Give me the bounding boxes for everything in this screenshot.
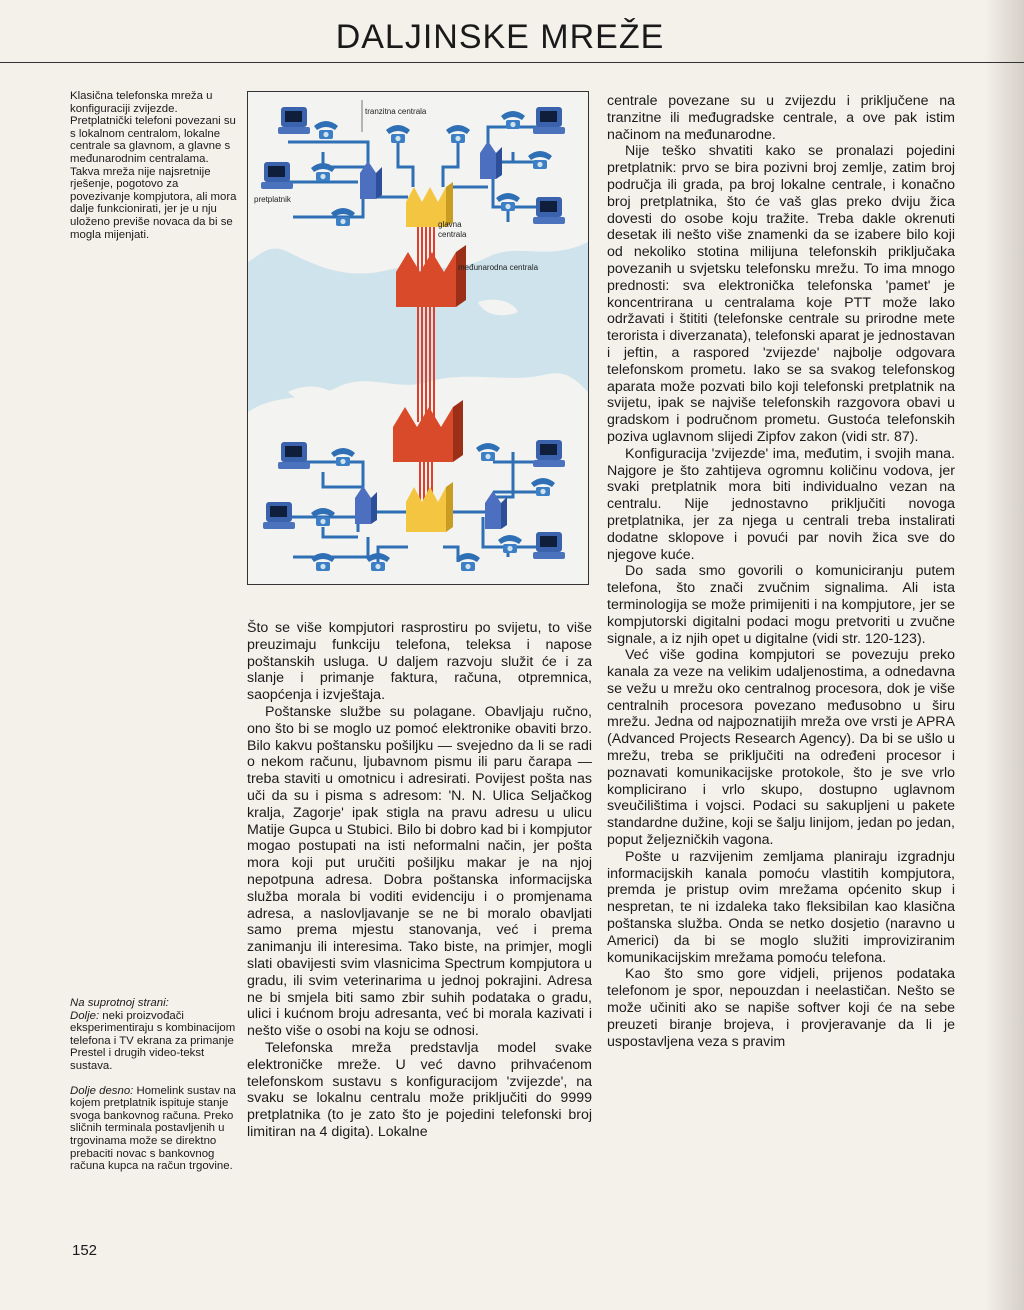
middle-column	[247, 620, 592, 1141]
caption-bottom-text: neki proizvođači eksperimentiraju s kombinacijom telefona i TV ekrana za primanje Prestel i drugih video-tekst sustava.	[70, 1009, 236, 1072]
paragraph: Poštanske službe su polagane. Obavljaju ručno, ono što bi se moglo uz pomoć elektronike obaviti brzo. Bilo kakvu poštansku pošiljku — svejedno da li se radi o nekom računu, ljubavnom pismu ili paru čarapa — treba staviti u omotnicu i adresirati. Povijest pošta nas uči da su i pisma s adresom: 'N. N. Ulica Seljačkog kralja, Zagorje' ipak stigla na pravu adresu u ulicu Matije Gupca u Stubici. Bilo bi dobro kad bi i kompjutor mogao postupati na isti neformalni način, jer pošta mora koji put uručiti pošiljku makar je na njoj nepotpuna adresa. Dobra poštanska informacijska služba morala bi voditi evidenciju i o promjenama adresa, a naslovljavanje se ne bi moralo obavljati samo prema mjestu stanovanja, već i prema zanimanju ili interesima. Tako biste, na primjer, mogli slati obavijesti svim vlasnicima Spectrum kompjutora u gradu, ili svim veterinarima u jednoj pokrajini. Adresa ne bi smjela biti samo zbir suhih podataka o gradu, ulici i kućnom broju adresanta, već bi morala kazivati i nešto više o osobi na koju se odnosi.	[247, 703, 592, 1040]
caption-bottom	[70, 1010, 240, 1073]
caption-bottom-lead: Dolje:	[70, 1009, 100, 1022]
subscriber-computer-icon	[533, 532, 565, 559]
right-column	[607, 93, 955, 1050]
paragraph: Telefonska mreža predstavlja model svake elektroničke mreže. U već davno prihvaćenom telefonskom sustavu s konfiguracijom 'zvijezde', na svaku se lokalnu centralu može priključiti do 9999 pretplatnika (to je zato što je pojedini telefonski broj limitiran na 4 digita). Lokalne	[247, 1039, 592, 1140]
paragraph: Do sada smo govorili o komuniciranju putem telefona, što znači zvučnim signalima. Ali ista terminologija se može primijeniti i na kompjutore, jer se kompjutorski digitalni podaci mogu pretvoriti u zvučne signale, a iz njih opet u digitalne (vidi str. 120-123).	[607, 563, 955, 647]
paragraph: Već više godina kompjutori se povezuju preko kanala za veze na velikim udaljenostima, a odnedavna se vežu u mrežu oko centralnog procesora, dok je više centralnih procesora povezano međusobno u širu mrežu. Jedna od najpoznatijih mreža ove vrsti je APRA (Advanced Projects Research Agency). Da bi se ušlo u mrežu, treba se priključiti na određeni procesor i poznavati komunikacijske protokole, što je sve vrlo komplicirano i vrlo skupo, dostupno uglavnom sveučilištima i vojsci. Podaci su sakupljeni u pakete standardne dužine, koji se šalju linijom, jedan po jedan, poput željezničkih vagona.	[607, 647, 955, 849]
subscriber-computer-icon	[278, 442, 310, 469]
page-edge-shadow	[984, 0, 1024, 1310]
label-transit: tranzitna centrala	[365, 107, 427, 116]
subscriber-computer-icon	[533, 440, 565, 467]
subscriber-computer-icon	[533, 107, 565, 134]
network-diagram	[248, 92, 588, 584]
caption-bottom-right-text: Homelink sustav na kojem pretplatnik ispituje stanje svoga bankovnog računa. Preko sličnih terminala postavljenih u trgovinama može se direktno prebaciti novac s bankovnog računa kupca na račun trgovine.	[70, 1084, 236, 1173]
subscriber-computer-icon	[263, 502, 295, 529]
page-number: 152	[72, 1242, 98, 1259]
page-title: DALJINSKE MREŽE	[335, 18, 665, 56]
figure-caption	[70, 90, 240, 241]
opposite-page-captions	[70, 997, 240, 1173]
label-international: međunarodna centrala	[458, 263, 539, 272]
title-rule	[0, 62, 1024, 63]
caption-bottom-right	[70, 1085, 240, 1173]
subscriber-computer-icon	[278, 107, 310, 134]
paragraph: centrale povezane su u zvijezdu i priključene na tranzitne ili međugradske centrale, a ove pak istim načinom na međunarodne.	[607, 93, 955, 143]
caption-bottom-right-lead: Dolje desno:	[70, 1084, 134, 1097]
paragraph: Konfiguracija 'zvijezde' ima, međutim, i svojih mana. Najgore je što zahtijeva ogromnu količinu vodova, jer svaki pretplatnik mora biti individualno vezan na centralu. Nije jednostavno priključiti novoga pretplatnika, jer za njega u centrali treba instalirati dodatne sklopove i povući par novih žica sve do njegove kuće.	[607, 445, 955, 563]
label-subscriber: pretplatnik	[254, 195, 291, 204]
label-main: glavna	[438, 220, 462, 229]
subscriber-computer-icon	[261, 162, 293, 189]
caption-heading: Na suprotnoj strani:	[70, 997, 169, 1009]
paragraph: Pošte u razvijenim zemljama planiraju izgradnju informacijskih kanala pomoću vlastitih kompjutora, premda je pristup ovim mrežama općenito skup i nespretan, te ni izdaleka tako fleksibilan kao klasična poštanska služba. Onda se netko dosjetio (naravno u Americi) da bi se moglo služiti improviziranim komunikacijskim mrežama pomoću telefona.	[607, 848, 955, 966]
telephone-network-illustration	[247, 91, 589, 585]
paragraph: Nije teško shvatiti kako se pronalazi pojedini pretplatnik: prvo se bira pozivni broj zemlje, zatim broj područja ili grada, pa broj lokalne centrale, i konačno broj pretplatnika, što će vaš glas preko dviju žica dovesti do osobe koju tražite. Treba dakle okrenuti desetak ili nešto više znamenki da se izabere bilo koji od nekoliko stotina milijuna telefonskih priključaka povezanih u svjetsku telefonsku mrežu. To ima mnogo prednosti: sva elektronička telefonska 'pamet' je koncentrirana u centralama koje PTT može lako održavati i štititi (telefonske centrale su prirodne mete terorista i diverzanata), telefonski aparat je jednostavan i jeftin, a raspored 'zvijezde' najbolje odgovara telefonskom prometu. Iako se sa svakog telefonskog aparata može pozvati bilo koji telefonski pretplatnik na svijetu, ipak se najviše telefonskih razgovora obavi u gradskom i područnom prometu. Gustoća telefonskih poziva uglavnom slijedi Zipfov zakon (vidi str. 87).	[607, 143, 955, 445]
label-main-2: centrala	[438, 230, 467, 239]
paragraph: Kao što smo gore vidjeli, prijenos podataka telefonom je spor, nepouzdan i neelastičan. Nešto se može učiniti ako se napiše softver koji će na sebe preuzeti biranje brojeva, i provjeravanje da li je uspostavljena veza s pravim	[607, 966, 955, 1050]
figure-caption-text: Klasična telefonska mreža u konfiguraciji zvijezde. Pretplatnički telefoni povezani su s lokalnom centralom, lokalne centrale sa glavnom, a glavne s međunarodnim centralama. Takva mreža nije najsretnije rješenje, pogotovo za povezivanje kompjutora, ali mora dalje funkcionirati, jer je u nju uloženo previše novaca da bi se mogla mijenjati.	[70, 90, 237, 241]
subscriber-computer-icon	[533, 197, 565, 224]
paragraph: Što se više kompjutori rasprostiru po svijetu, to više preuzimaju funkciju telefona, teleksa i napose poštanskih usluga. U daljem razvoju služit će i za slanje i primanje faktura, računa, otpremnica, saopćenja i izvještaja.	[247, 620, 592, 704]
